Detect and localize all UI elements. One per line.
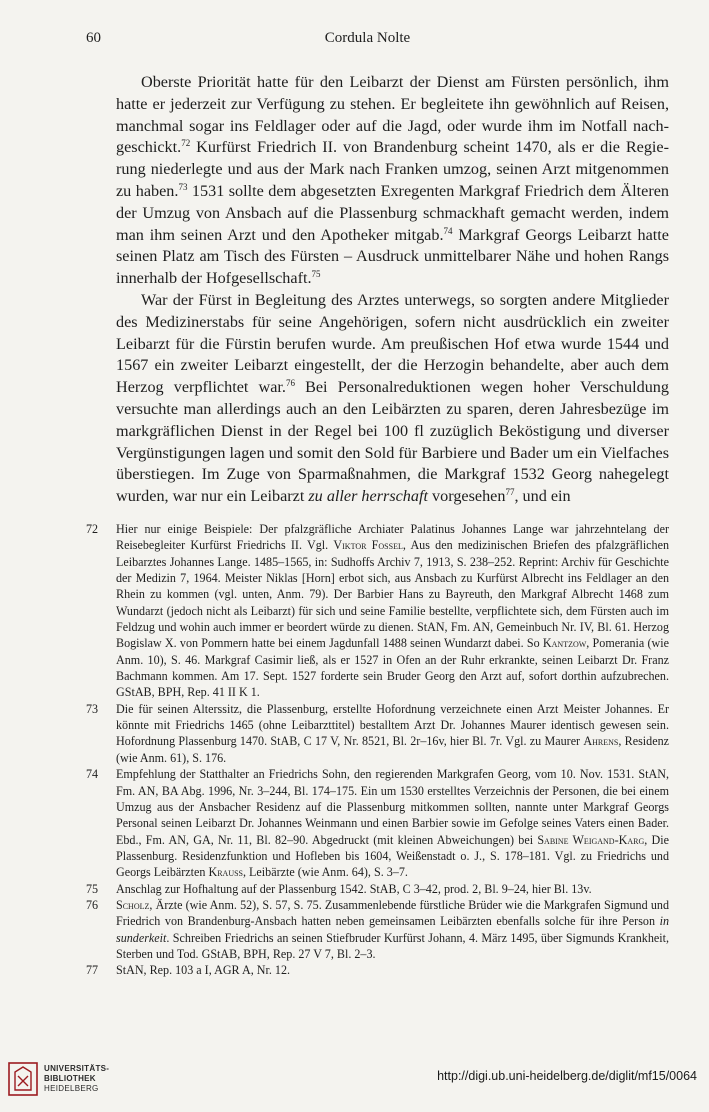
author-name: Kantzow — [542, 636, 587, 651]
footnote — [86, 897, 669, 962]
main-text — [116, 72, 669, 508]
page-header — [86, 30, 649, 52]
footnote-marker: 77 — [505, 487, 515, 498]
footnote-text — [116, 897, 669, 962]
text-run: StAN, Rep. 103 a I, AGR A, Nr. 12. — [116, 963, 291, 978]
logo-line: HEIDELBERG — [44, 1084, 99, 1093]
logo-line: UNIVERSITÄTS- — [44, 1064, 110, 1073]
text-run: War der Fürst in Begleitung des Arztes unterwegs, so sorgten andere Mitglieder des Medizinerstabs für seine Angehörigen, sofern nicht ausdrücklich ein zweiter Leibarzt für die Fürstin berufen wurde. Am preußischen Hof etwa wurde 1544 und 1567 ein zweiter Leibarzt eingestellt, der die Herzogin behandelte, aber auch dem Herzog verpflichtet war. — [116, 290, 669, 397]
text-run: , Ärzte (wie Anm. 52), S. 57, S. 75. Zusammenlebende fürstliche Brüder wie die Markgrafen Sigmund und Friedrich von Brandenburg-Ansbach hatten neben gemeinsamen Leibärzten ebenfalls solche für ihre Person — [116, 897, 669, 929]
footnote-text — [116, 521, 669, 701]
footnotes — [86, 521, 669, 979]
footnote-text — [116, 881, 669, 897]
source-url[interactable]: http://digi.ub.uni-heidelberg.de/diglit/mf15/0064 — [437, 1069, 697, 1083]
footnote — [86, 701, 669, 766]
italic-text: zu aller herrschaft — [308, 487, 428, 506]
text-run: Markgraf Georgs Leibarzt hatte seinen Platz am Tisch des Fürsten – Ausdruck unmittelbarer Nähe und hohen Rangs innerhalb der Hofgesellschaft. — [116, 225, 669, 288]
footnote — [86, 521, 669, 701]
text-run: Hier nur einige Beispiele: Der pfalzgräfliche Archiater Palatinus Johannes Lange war jahrzehntelang der Reisebegleiter Kurfürst Friedrichs II. Vgl. — [116, 522, 669, 553]
text-run: Oberste Priorität hatte für den Leibarzt der Dienst am Fürsten persönlich, ihm hatte er jederzeit zur Verfügung zu stehen. Er begleitete ihn gewöhnlich auf Reisen, manchmal sogar ins Feldlager oder auf die Jagd, oder wurde ihm im Notfall nachgeschickt. — [116, 73, 669, 157]
text-run: , Residenz (wie Anm. 61), S. 176. — [116, 734, 669, 765]
text-run: Empfehlung der Statthalter an Friedrichs Sohn, den regierenden Markgrafen Georg, vom 10. Nov. 1531. StAN, Fm. AN, BA Abg. 1996, Nr. 3–244, Bl. 174–175. Ein um 1530 erstelltes Verzeichnis der Personen, die bei einem Umzug aus der Ansbacher Residenz auf die Plassenburg mitkommen sollten, nannte unter Markgraf Georgs Personal seinen Leibarzt Dr. Johannes Weinmann und einen Barbier sowie im Gefolge seines Vaters einen Bader. Ebd., Fm. AN, GA, Nr. 11, Bl. 82–90. Abgedruckt (mit kleinen Abweichungen) bei — [116, 767, 669, 847]
footnote-number: 72 — [86, 522, 99, 536]
footnote — [86, 881, 669, 897]
footnote-number: 75 — [86, 881, 99, 896]
footnote-text — [116, 766, 669, 880]
text-run: , Leibärzte (wie Anm. 64), S. 3–7. — [243, 865, 408, 880]
text-run: vorgesehen — [427, 487, 506, 506]
footnote-number: 73 — [86, 701, 99, 716]
page-number: 60 — [86, 30, 101, 46]
author-name: Sabine Weigand-Karg — [537, 832, 645, 847]
text-run: , Die Plassenburg. Residenzfunktion und Hofleben bis 1604, Weißenstadt o. J., S. 178–181. Vgl. zu Friedrichs und Georgs Leibärzten — [116, 832, 669, 880]
footnote — [86, 766, 669, 880]
text-run: Bei Personalreduktionen wegen hoher Verschuldung versuchte man allerdings auch an den Leibärzten zu sparen, deren Jahresbezüge im markgräflichen Dienst in der Regel bei 100 fl zuzüglich Beköstigung und diverser Vergünstigungen lagen und somit den Sold für Barbiere und Bader um ein Vielfaches überstiegen. Im Zuge von Sparmaßnahmen, die Markgraf 1532 Georg nahegelegt wurden, war nur ein Leibarzt — [116, 378, 669, 506]
text-run: 1531 sollte dem abgesetzten Exregenten Markgraf Friedrich dem Älteren der Umzug von Ansbach auf die Plassenburg schmackhaft gemacht werden, indem man ihm seinen Arzt und den Apotheker mitgab. — [116, 181, 670, 244]
text-run: , und ein — [514, 487, 571, 506]
footnote-text — [116, 701, 669, 766]
footnote — [86, 962, 669, 978]
text-run: . Schreiben Friedrichs an seinen Stiefbruder Kurfürst Johann, 4. März 1495, über Sigmunds Krankheit, Sterben und Tod. GStAB, BPH, Rep. 27 V 7, Bl. 2–3. — [116, 930, 669, 961]
footnote-number: 74 — [86, 767, 99, 782]
footnote-number: 77 — [86, 963, 99, 978]
author-name: Krauss — [208, 865, 243, 880]
footnote-marker: 76 — [285, 378, 295, 389]
logo-line: BIBLIOTHEK — [44, 1074, 96, 1083]
text-run: , Aus den medizinischen Briefen des pfalzgräflichen Leibarztes Johannes Lange. 1485–1565, in: Sudhoffs Archiv 7, 1913, S. 238–252. Reprint: Archiv für Geschichte der Medizin 7, 1964. Meister Niklas [Horn] erbot sich, aus Ansbach zu Kurfürst Albrecht ins Feldlager an den Rhein zu kommen (vgl. unten, Anm. 79). Der Barbier Hans zu Bayreuth, den Markgraf Albrecht 1468 zum Wundarzt (jedoch nicht als Leibarzt) für sich und seine Familie bestellte, verpflichtete sich, dem Fürsten auch im Feldzug und wohin auch immer er beordert würde zu dienen. StAN, Fm. AN, Gemeinbuch Nr. IV, Bl. 61. Herzog Bogislaw X. von Pommern hatte bei einem Jagdunfall 1488 seinen Wundarzt dabei. So — [116, 538, 670, 651]
footnote-marker: 74 — [443, 225, 453, 236]
author-name: Scholz — [116, 897, 150, 912]
library-logo[interactable] — [8, 1062, 109, 1096]
text-run: Anschlag zur Hofhaltung auf der Plassenburg 1542. StAB, C 3–42, prod. 2, Bl. 9–24, hier Bl. 13v. — [116, 881, 592, 896]
italic-text: in sunderkeit — [116, 914, 669, 945]
footnote-number: 76 — [86, 897, 99, 912]
text-run: Die für seinen Alterssitz, die Plassenburg, erstellte Hofordnung verzeichnete einen Arzt Meister Johannes. Er könnte mit Friedrichs 1465 (ohne Leibarzttitel) bestalltem Arzt Dr. Johannes Maurer identisch gewesen sein. Hofordnung Plassenburg 1470. StAB, C 17 V, Nr. 8521, Bl. 2r–16v, hier Bl. 7r. Vgl. zu Maurer — [116, 701, 669, 749]
text-run: , Pomerania (wie Anm. 10), S. 46. Markgraf Casimir ließ, als er 1527 in Ofen an der Ruhr erkrankte, seinen Leibarzt Dr. Franz Bachmann kommen. Am 17. Sept. 1527 forderte sein Bruder Georg den Arzt auf, sofort dorthin aufzubrechen. GStAB, BPH, Rep. 41 II K 1. — [116, 636, 669, 700]
running-head: Cordula Nolte — [324, 30, 411, 46]
author-name: Viktor Fossel — [333, 538, 403, 553]
footnote-text — [116, 962, 669, 978]
footnote-marker: 75 — [311, 269, 321, 280]
page-footer — [8, 1058, 701, 1102]
footnote-marker: 73 — [178, 181, 188, 192]
library-seal-icon — [8, 1062, 38, 1096]
footnote-marker: 72 — [181, 138, 191, 149]
author-name: Ahrens — [583, 734, 619, 749]
paragraph — [116, 72, 669, 290]
text-run: Kurfürst Friedrich II. von Brandenburg scheint 1470, als er die Regierung niederlegte und aus der Mark nach Franken umzog, seinen Arzt mitgenommen zu haben. — [116, 138, 669, 200]
paragraph — [116, 290, 669, 508]
